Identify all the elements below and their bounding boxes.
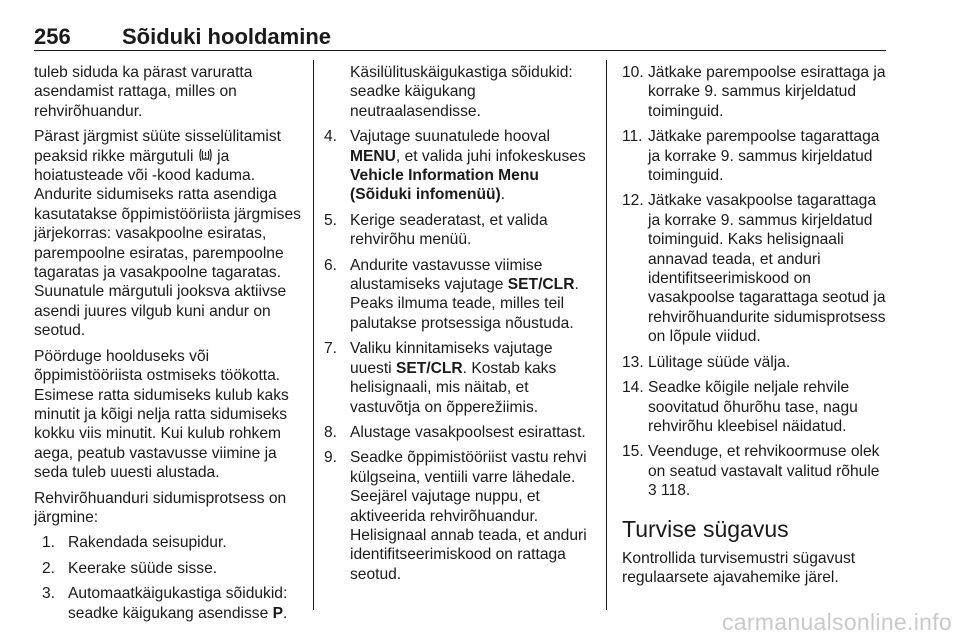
step-list: [34, 533, 302, 623]
column-2: [324, 63, 594, 590]
list-item: 1. Rakendada seisupidur.: [42, 534, 227, 552]
paragraph: Kontrollida turvisemustri sügavust regulaarsete ajavahemike järel.: [622, 549, 856, 586]
chapter-title: Sõiduki hooldamine: [122, 24, 332, 49]
column-1: [34, 63, 302, 629]
page-reference[interactable]: 118.: [656, 482, 691, 500]
step-list: [324, 127, 594, 584]
list-item: 11. Jätkake parempoolse tagarattaga ja korrake 9. sammus kirjeldatud toiminguid.: [622, 128, 880, 185]
list-item: 6. Andurite vastavusse viimise alustamiseks vajutage SET/CLR. Peaks ilmuma teade, milles teil palutakse protsessiga nõustuda.: [324, 256, 579, 332]
list-item: 12. Jätkake vasakpoolse tagarattaga ja korrake 9. sammus kirjeldatud toiminguid. Kaks helisignaali annavad teada, et anduri identifitseerimiskood on vasakpoolse tagarattaga seotud ja rehvirõhuandurite sidumisprotsess on lõpule viidud.: [622, 192, 886, 346]
list-item: 9. Seadke õppimistööriist vastu rehvi külgseina, ventiili varre lähedale. Seejärel vajutage nuppu, et aktiveerida rehvirõhuandur. Helisignaal annab teada, et anduri identifitseerimiskood on rattaga seotud.: [324, 449, 587, 583]
column-divider: [313, 60, 314, 610]
page-number: 256: [34, 24, 71, 49]
column-divider: [606, 60, 607, 610]
watermark: carmanualsonline.info: [721, 609, 952, 635]
page-header: [34, 22, 886, 51]
paragraph: Pöörduge hoolduseks või õppimistööriista ostmiseks töökotta. Esimese ratta sidumiseks kulub kaks minutit ja kõigi nelja ratta sidumiseks kokku viis minutit. Kui kulub rohkem aega, peatub vastavusse viimine ja seda tuleb uuesti alustada.: [34, 347, 289, 482]
section-title: Turvise sügavus: [622, 515, 789, 542]
list-item: 7. Valiku kinnitamiseks vajutage uuesti SET/CLR. Kostab kaks helisignaali, mis näitab, et vastuvõtja on õpperežiimis.: [324, 340, 557, 416]
list-item: 3. Automaatkäigukastiga sõidukid: seadke käigukang asendisse P.: [42, 585, 288, 622]
list-item: 4. Vajutage suunatulede hooval MENU, et valida juhi infokeskuses Vehicle Information Menu (Sõiduki infomenüü).: [324, 128, 586, 204]
list-item: 13. Lülitage süüde välja.: [622, 353, 791, 371]
page-reference-arrow-icon: 3: [648, 482, 657, 500]
paragraph: Pärast järgmist süüte sisselülitamist peaksid rikke märgutuli ja hoiatusteade või -kood kaduma. Andurite sidumiseks ratta asendiga kasutatakse õppimistööriista järgmises järjekorras: vasakpoolne esiratas, parempoolne esiratas, parempoolne tagaratas ja vasakpoolne tagaratas. Suunatule märgutuli jooksva aktiivse asendi juures vilgub kuni andur on seotud.: [34, 128, 301, 340]
paragraph: Käsilülituskäigukastiga sõidukid: seadke käigukang neutraalasendisse.: [350, 64, 573, 120]
list-item: 8. Alustage vasakpoolsest esirattast.: [324, 423, 586, 441]
list-item: 2. Keerake süüde sisse.: [42, 559, 218, 577]
list-item: 5. Kerige seaderatast, et valida rehvirõhu menüü.: [324, 211, 548, 249]
paragraph: tuleb siduda ka pärast varuratta asendamist rattaga, milles on rehvirõhuandur.: [34, 64, 253, 120]
list-item: 10. Jätkake parempoolse esirattaga ja korrake 9. sammus kirjeldatud toiminguid.: [622, 64, 886, 120]
column-3: [622, 63, 890, 593]
tpms-warning-icon: [198, 148, 213, 161]
list-item: 14. Seadke kõigile neljale rehvile soovitatud õhurõhu tase, nagu rehvirõhu kleebisel näidatud.: [622, 379, 858, 435]
list-item: 15. Veenduge, et rehvikoormuse olek on seatud vastavalt valitud rõhule 3 118.: [622, 443, 880, 500]
step-list: [622, 63, 890, 501]
paragraph: Rehvirõhuanduri sidumisprotsess on järgmine:: [34, 489, 287, 526]
